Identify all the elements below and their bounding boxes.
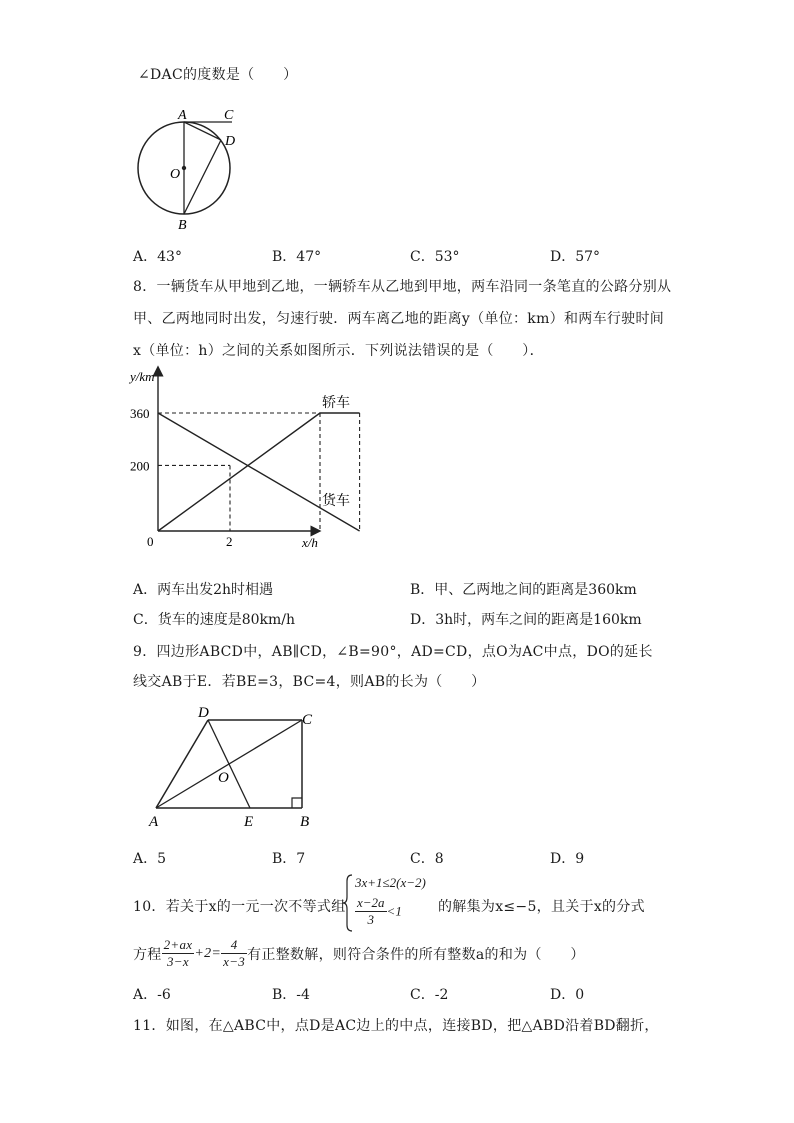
label-a: A — [178, 108, 187, 123]
label-o: O — [170, 167, 181, 182]
q8-option-b: B．甲、乙两地之间的距离是360km — [410, 582, 637, 598]
q7-option-c: C．53° — [410, 249, 460, 265]
label-b: B — [300, 814, 310, 830]
q9-option-d: D．9 — [550, 851, 585, 867]
q10-option-c: C．-2 — [410, 987, 449, 1003]
origin-label: 0 — [147, 534, 154, 549]
label-e: E — [244, 814, 254, 830]
center-point — [182, 166, 186, 170]
q8-line-1: 8．一辆货车从甲地到乙地，一辆轿车从乙地到甲地，两车沿同一条笔直的公路分别从 — [133, 279, 672, 295]
q10-option-d: D．0 — [550, 987, 585, 1003]
label-d: D — [198, 705, 209, 721]
frac1-denominator: 3−x — [167, 954, 189, 969]
chord-ad — [184, 122, 221, 140]
q10-inequality-system — [343, 873, 426, 933]
label-d: D — [225, 134, 236, 149]
eq-mid: +2= — [194, 945, 222, 961]
q10-suffix: 的解集为x≤−5，且关于x的分式 — [438, 899, 645, 915]
series-label-truck: 货车 — [322, 494, 350, 509]
label-a: A — [149, 814, 159, 830]
q9-line-1: 9．四边形ABCD中，AB∥CD，∠B=90°，AD=CD，点O为AC中点，DO的延长 — [133, 644, 653, 660]
left-brace-icon — [343, 873, 353, 933]
y-tick-label-200: 200 — [130, 458, 150, 474]
q8-line-chart — [126, 365, 350, 555]
q7-circle-figure — [128, 100, 248, 232]
segment-de — [208, 720, 250, 808]
series-line-truck — [158, 413, 360, 531]
q9-option-c: C．8 — [410, 851, 444, 867]
ineq2-numerator: x−2a — [357, 895, 385, 910]
series-label-car: 轿车 — [322, 396, 350, 411]
frac1-numerator: 2+ax — [163, 937, 193, 952]
q8-option-c: C．货车的速度是80km/h — [133, 612, 296, 628]
q8-option-a: A．两车出发2h时相遇 — [133, 582, 274, 598]
ineq2-denominator: 3 — [367, 912, 375, 927]
frac2-numerator: 4 — [221, 937, 247, 954]
q9-option-b: B．7 — [272, 851, 306, 867]
q11-line-1: 11．如图，在△ABC中，点D是AC边上的中点，连接BD，把△ABD沿着BD翻折， — [133, 1018, 659, 1034]
eq-prefix: 方程 — [133, 946, 162, 963]
inequality-1: 3x+1≤2(x−2) — [355, 875, 426, 890]
x-tick-label-2: 2 — [226, 534, 233, 549]
right-angle-mark — [292, 798, 302, 808]
q10-option-b: B．-4 — [272, 987, 310, 1003]
q10-option-a: A．-6 — [133, 987, 171, 1003]
q9-line-2: 线交AB于E．若BE=3，BC=4，则AB的长为（ ） — [133, 674, 486, 690]
q10-equation-line — [133, 937, 585, 970]
ineq2-rhs: <1 — [386, 903, 402, 919]
q7-option-d: D．57° — [550, 249, 601, 265]
chord-db — [184, 140, 221, 214]
label-b: B — [178, 218, 187, 233]
y-tick-label-360: 360 — [130, 406, 150, 421]
q9-quadrilateral-figure — [140, 700, 330, 830]
q8-option-d: D．3h时，两车之间的距离是160km — [410, 612, 642, 628]
q10-prefix: 10．若关于x的一元一次不等式组 — [133, 899, 346, 915]
eq-suffix: 有正整数解，则符合条件的所有整数a的和为（ ） — [247, 946, 585, 963]
q7-stem-tail: ∠DAC的度数是（ ） — [138, 67, 298, 83]
frac2-denominator: x−3 — [223, 954, 246, 969]
label-c: C — [302, 712, 313, 728]
q7-option-a: A．43° — [133, 249, 182, 265]
label-c: C — [224, 108, 234, 123]
label-o: O — [218, 770, 229, 786]
inequality-2 — [355, 895, 402, 928]
q8-line-2: 甲、乙两地同时出发，匀速行驶．两车离乙地的距离y（单位：km）和两车行驶时间 — [133, 311, 665, 327]
side-ad — [156, 720, 208, 808]
q8-line-3: x（单位：h）之间的关系如图所示．下列说法错误的是（ ）． — [133, 343, 544, 359]
y-axis-label: y/km — [130, 369, 155, 384]
q9-option-a: A．5 — [133, 851, 167, 867]
q7-option-b: B．47° — [272, 249, 322, 265]
x-axis-label: x/h — [302, 535, 318, 550]
